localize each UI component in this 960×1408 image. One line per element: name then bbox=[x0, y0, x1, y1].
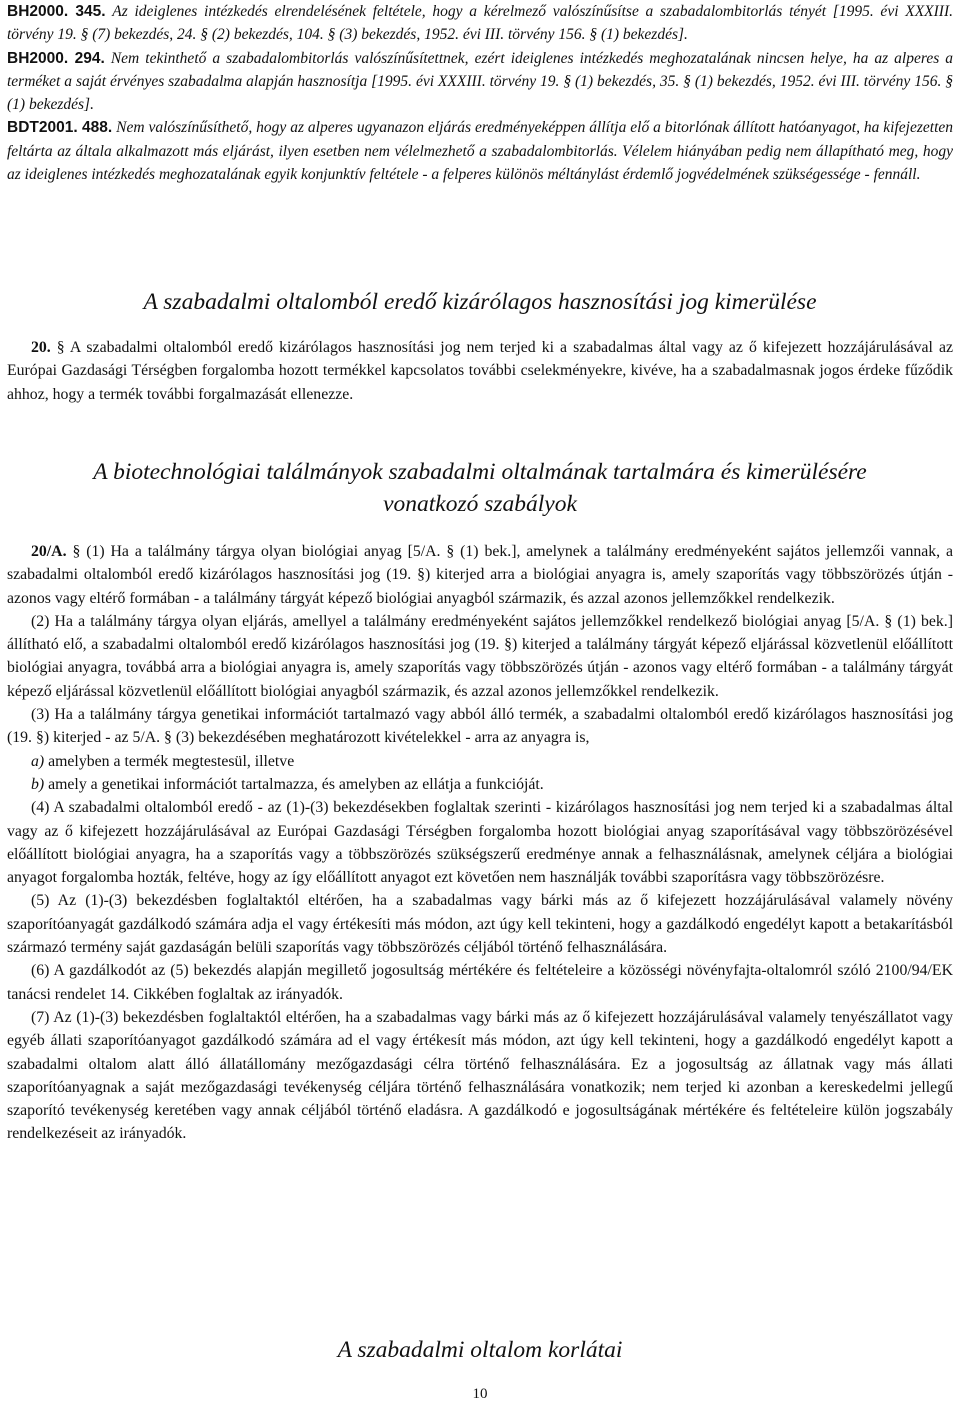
paragraph: (4) A szabadalmi oltalomból eredő - az (1)-(3) bekezdésekben foglaltak szerinti - kizárólagos hasznosítási jog nem terjed ki a szabadalmas által vagy az ő kifejezett hozzájárulásával az Európai Gazdasági Térségben forgalomba hozott biológiai anyag szaporításával vagy többszörözésével előállított biológiai anyagra, ha a szaporítás vagy a többszörözés szükségszerű eredménye annak a felhasználásnak, amelynek céljára a biológiai anyagot forgalomba hozták, feltéve, hogy az így előállított anyagot ezt követően nem használják további szaporításra vagy többszörözésre. bbox=[7, 799, 953, 887]
case-ref: BDT2001. 488. bbox=[7, 119, 113, 137]
case-ref: BH2000. 345. bbox=[7, 3, 106, 20]
list-item bbox=[7, 750, 953, 773]
section-number: 20. bbox=[31, 339, 51, 356]
paragraph: § (1) Ha a találmány tárgya olyan biológiai anyag [5/A. § (1) bek.], amelynek a találmány eredményeként sajátos jellemzői vannak, a szabadalmi oltalomból eredő kizárólagos hasznosítási jog (19. §) kiterjed arra a biológiai anyagra is, amely szaporítás vagy többszörözés útján - azonos vagy eltérő formában - a találmány tárgyát képező biológiai anyagból származik, és azzal azonos jellemzőkkel rendelkezik. bbox=[7, 543, 953, 607]
case-summary: Nem valószínűsíthető, hogy az alperes ugyanazon eljárás eredményeképpen állítja elő a bitorlónak állított hatóanyagot, ha kifejezetten feltárta az általa alkalmazott más eljárást, ilyen esetben nem vélelmezhető a szabadalombitorlás. Vélelem hiányában pedig nem állapítható meg, hogy az ideiglenes intézkedés meghozatalának egyik konjunktív feltétele - a felperes különös méltánylást érdemlő jogvédelmének szükségessége - fennáll. bbox=[7, 119, 954, 184]
section-20a bbox=[7, 540, 953, 1146]
section-text: § A szabadalmi oltalomból eredő kizárólagos hasznosítási jog nem terjed ki a szabadalmas által vagy az ő kifejezett hozzájárulásával az Európai Gazdasági Térségben forgalomba hozott termékkel kapcsolatos további cselekményekre, kivéve, ha a szabadalmasnak jogos érdeke fűződik ahhoz, hogy a termék további forgalmazását ellenezze. bbox=[7, 339, 953, 403]
paragraph: (3) Ha a találmány tárgya genetikai információt tartalmazó vagy abból álló termék, a szabadalmi oltalomból eredő kizárólagos hasznosítási jog (19. §) kiterjed - az 5/A. § (3) bekezdésében meghatározott kivételekkel - arra az anyagra is, bbox=[7, 706, 953, 747]
section-heading: A szabadalmi oltalom korlátai bbox=[337, 1337, 623, 1363]
list-text: amelyben a termék megtestesül, illetve bbox=[48, 752, 295, 770]
section-number: 20/A. bbox=[31, 543, 67, 560]
paragraph: (7) Az (1)-(3) bekezdésben foglaltaktól eltérően, ha a szabadalmas vagy bárki más az ő kifejezett hozzájárulásával valamely tenyészállatot vagy egyéb állati szaporítóanyagot gazdálkodó számára ad el vagy értékesít más módon, azt úgy kell tekinteni, hogy a gazdálkodó engedélyt kapott a szabadalmi oltalom alatt álló állatállomány mezőgazdasági célra történő felhasználására. Ez a jogosultság az állatnak vagy más állati szaporítóanyagnak a saját mezőgazdasági tevékenység céljára történő felhasználására vonatkozik; nem terjed ki azonban a kereskedelmi jellegű szaporító tevékenység keretében vagy annak céljából történő eladásra. A gazdálkodó e jogosultságának mértékére és feltételeire külön jogszabály rendelkezéseit az irányadók. bbox=[7, 1008, 953, 1143]
list-item bbox=[7, 773, 953, 796]
list-text: amely a genetikai információt tartalmazza, és amelyben az ellátja a funkcióját. bbox=[48, 775, 544, 793]
section-heading bbox=[7, 456, 953, 520]
paragraph: (6) A gazdálkodót az (5) bekezdés alapján megillető jogosultság mértékére és feltételeire a közösségi növényfajta-oltalomról szóló 2100/94/EK tanácsi rendelet 14. Cikkében foglaltak az irányadók. bbox=[7, 962, 953, 1003]
paragraph: (2) Ha a találmány tárgya olyan eljárás, amellyel a találmány eredményeként sajátos jellemzőkkel rendelkező biológiai anyag [5/A. § (1) bek.] állítható elő, a szabadalmi oltalomból eredő kizárólagos hasznosítási jog (19. §) kiterjed a találmány tárgyát képező eljárással közvetlenül előállított biológiai anyagra, továbbá arra a biológiai anyagra is, amely szaporítás vagy többszörözés útján - azonos vagy eltérő formában - a találmány tárgyát képező eljárással közvetlenül előállított biológiai anyagból származik, és azzal azonos jellemzőkkel rendelkezik. bbox=[7, 612, 953, 700]
list-label: b) bbox=[31, 775, 45, 793]
case-law-block bbox=[7, 0, 953, 186]
page-number: 10 bbox=[472, 1386, 488, 1402]
case-ref: BH2000. 294. bbox=[7, 49, 105, 67]
list-label: a) bbox=[31, 752, 45, 770]
section-heading-line: vonatkozó szabályok bbox=[383, 491, 577, 517]
case-summary: Nem tekinthető a szabadalombitorlás valószínűsítettnek, ezért ideiglenes intézkedés meghozatalának nincsen helye, ha az alperes a terméket a saját érvényes szabadalma alapján hasznosítja [1995. évi XXXIII. törvény 19. § (1) bekezdés, 35. § (1) bekezdés, 1952. évi III. törvény 156. § (1) bekezdés]. bbox=[7, 49, 954, 114]
paragraph: (5) Az (1)-(3) bekezdésben foglaltaktól eltérően, ha a szabadalmas vagy bárki más az ő kifejezett hozzájárulásával valamely növény szaporítóanyagát gazdálkodó számára adja el vagy értékesíti más módon, azt úgy kell tekinteni, hogy a gazdálkodó engedélyt kapott a betakarításból származó termény saját gazdaságán belüli szaporítás vagy többszörözés céljából történő felhasználására. bbox=[7, 892, 953, 957]
section-20 bbox=[7, 336, 953, 406]
case-summary: Az ideiglenes intézkedés elrendelésének feltétele, hogy a kérelmező valószínűsítse a szabadalombitorlás tényét [1995. évi XXXIII. törvény 19. § (7) bekezdés, 24. § (2) bekezdés, 104. § (3) bekezdés, 1952. évi III. törvény 156. § (1) bekezdés]. bbox=[7, 3, 953, 44]
section-heading: A szabadalmi oltalomból eredő kizárólagos hasznosítási jog kimerülése bbox=[143, 289, 817, 315]
section-heading-line: A biotechnológiai találmányok szabadalmi oltalmának tartalmára és kimerülésére bbox=[93, 459, 867, 485]
